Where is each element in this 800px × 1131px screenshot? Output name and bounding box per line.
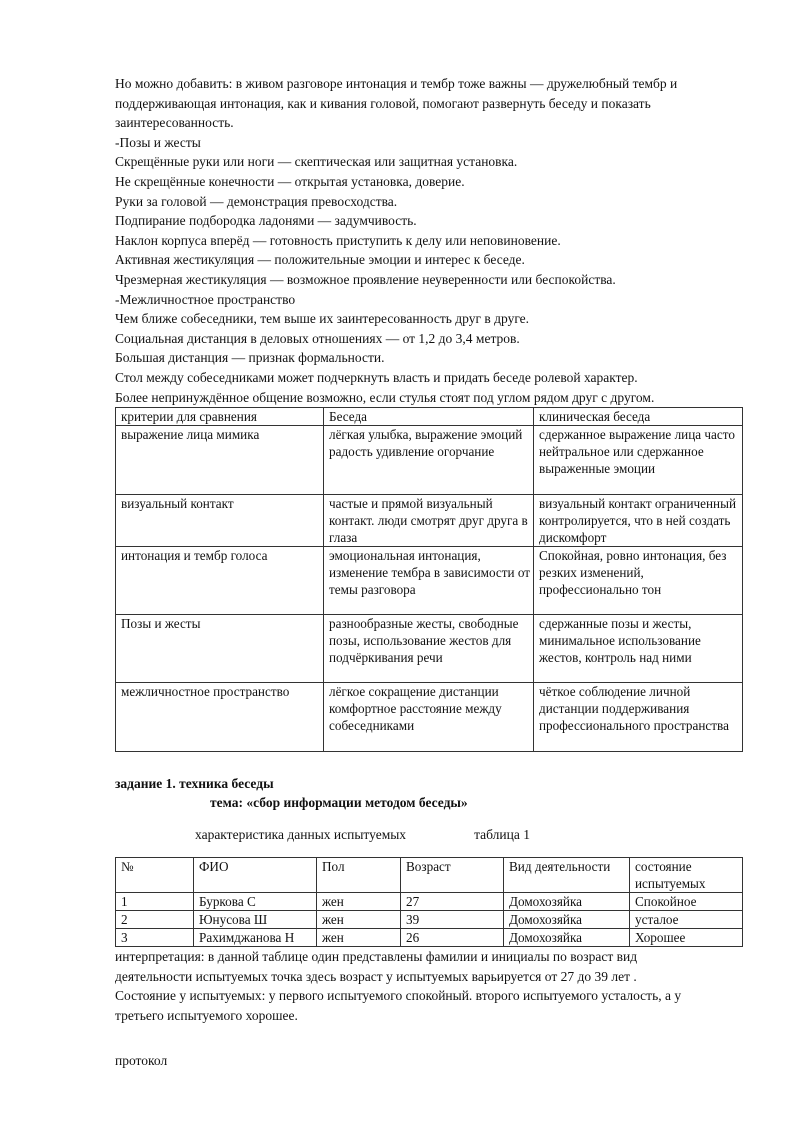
table-cell: частые и прямой визуальный контакт. люди смотрят друг друга в глаза	[324, 495, 534, 547]
table-cell: интонация и тембр голоса	[116, 547, 324, 615]
table-cell: 39	[401, 911, 504, 929]
table-number: таблица 1	[474, 826, 530, 842]
subjects-table	[115, 857, 743, 947]
table-header-cell: №	[116, 858, 194, 893]
table-cell: эмоциональная интонация, изменение тембра в зависимости от темы разговора	[324, 547, 534, 615]
table-cell: жен	[317, 911, 401, 929]
table-cell: Хорошее	[630, 929, 743, 947]
table-cell: 27	[401, 893, 504, 911]
table-row	[116, 426, 743, 495]
document-page	[115, 74, 745, 1071]
paragraph-line: Скрещённые руки или ноги — скептическая или защитная установка.	[115, 154, 518, 170]
table-cell: визуальный контакт ограниченный контролируется, что в ней создать дискомфорт	[534, 495, 743, 547]
table-header-cell: Пол	[317, 858, 401, 893]
table-row	[116, 495, 743, 547]
table-cell: Домохозяйка	[504, 929, 630, 947]
table-cell: жен	[317, 893, 401, 911]
table-header-cell: критерии для сравнения	[116, 408, 324, 426]
paragraph-line: третьего испытуемого хорошее.	[115, 1007, 298, 1023]
table-cell: Спокойная, ровно интонация, без резких изменений, профессионально тон	[534, 547, 743, 615]
table-cell: Домохозяйка	[504, 893, 630, 911]
table-row	[116, 893, 743, 911]
table-cell: межличностное пространство	[116, 683, 324, 752]
table-header-cell: Возраст	[401, 858, 504, 893]
table-header-cell: клиническая беседа	[534, 408, 743, 426]
table-cell: лёгкое сокращение дистанции комфортное расстояние между собеседниками	[324, 683, 534, 752]
paragraph-line: Руки за головой — демонстрация превосходства.	[115, 193, 398, 209]
interpretation-text	[115, 947, 745, 1025]
table-cell: визуальный контакт	[116, 495, 324, 547]
table-cell: сдержанное выражение лица часто нейтральное или сдержанное выраженные эмоции	[534, 426, 743, 495]
paragraph-line: Чрезмерная жестикуляция — возможное проявление неуверенности или беспокойства.	[115, 271, 616, 287]
table-caption	[195, 826, 745, 844]
paragraph-line: Большая дистанция — признак формальности.	[115, 350, 385, 366]
table-row	[116, 911, 743, 929]
table-cell: разнообразные жесты, свободные позы, использование жестов для подчёркивания речи	[324, 615, 534, 683]
paragraph-line: Подпирание подбородка ладонями — задумчивость.	[115, 213, 417, 229]
table-cell: Буркова С	[194, 893, 317, 911]
table-cell: сдержанные позы и жесты, минимальное использование жестов, контроль над ними	[534, 615, 743, 683]
section-heading: -Межличностное пространство	[115, 291, 296, 307]
paragraph-line: поддерживающая интонация, как и кивания головой, помогают развернуть беседу и показать	[115, 95, 651, 111]
table-caption-text: характеристика данных испытуемых	[195, 826, 407, 842]
paragraph-line: Состояние у испытуемых: у первого испытуемого спокойный. второго испытуемого усталость, а у	[115, 988, 682, 1004]
table-row	[116, 615, 743, 683]
table-header-row	[116, 858, 743, 893]
paragraph-line: Чем ближе собеседники, тем выше их заинтересованность друг в друге.	[115, 311, 530, 327]
table-row	[116, 547, 743, 615]
table-row	[116, 929, 743, 947]
table-cell: Спокойное	[630, 893, 743, 911]
table-header-cell: Вид деятельности	[504, 858, 630, 893]
table-cell: чёткое соблюдение личной дистанции поддерживания профессионального пространства	[534, 683, 743, 752]
table-cell: жен	[317, 929, 401, 947]
table-header-row	[116, 408, 743, 426]
paragraph-line: Более непринуждённое общение возможно, если стулья стоят под углом рядом друг с другом.	[115, 389, 655, 405]
table-cell: выражение лица мимика	[116, 426, 324, 495]
table-cell: Позы и жесты	[116, 615, 324, 683]
topic-title: тема: «сбор информации методом беседы»	[210, 795, 468, 811]
intro-text	[115, 74, 745, 407]
section-heading: -Позы и жесты	[115, 134, 201, 150]
paragraph-line: заинтересованность.	[115, 115, 234, 131]
paragraph-line: интерпретация: в данной таблице один представлены фамилии и инициалы по возраст вид	[115, 949, 638, 965]
paragraph-line: Социальная дистанция в деловых отношениях — от 1,2 до 3,4 метров.	[115, 330, 520, 346]
table-cell: 1	[116, 893, 194, 911]
paragraph-line: Наклон корпуса вперёд — готовность приступить к делу или неповиновение.	[115, 232, 561, 248]
paragraph-line: Активная жестикуляция — положительные эмоции и интерес к беседе.	[115, 252, 525, 268]
comparison-table	[115, 407, 743, 752]
table-cell: Домохозяйка	[504, 911, 630, 929]
table-header-cell: Беседа	[324, 408, 534, 426]
paragraph-line: деятельности испытуемых точка здесь возраст у испытуемых варьируется от 27 до 39 лет .	[115, 968, 637, 984]
table-cell: 26	[401, 929, 504, 947]
protocol-heading: протокол	[115, 1053, 168, 1069]
table-row	[116, 683, 743, 752]
table-cell: 3	[116, 929, 194, 947]
table-cell: Рахимджанова Н	[194, 929, 317, 947]
paragraph-line: Не скрещённые конечности — открытая установка, доверие.	[115, 173, 465, 189]
table-header-cell: ФИО	[194, 858, 317, 893]
task-title: задание 1. техника беседы	[115, 776, 274, 792]
table-header-cell: состояние испытуемых	[630, 858, 743, 893]
table-cell: усталое	[630, 911, 743, 929]
paragraph-line: Стол между собеседниками может подчеркнуть власть и придать беседе ролевой характер.	[115, 369, 638, 385]
table-cell: лёгкая улыбка, выражение эмоций радость удивление огорчание	[324, 426, 534, 495]
table-cell: 2	[116, 911, 194, 929]
paragraph-line: Но можно добавить: в живом разговоре интонация и тембр тоже важны — дружелюбный тембр и	[115, 76, 678, 91]
table-cell: Юнусова Ш	[194, 911, 317, 929]
